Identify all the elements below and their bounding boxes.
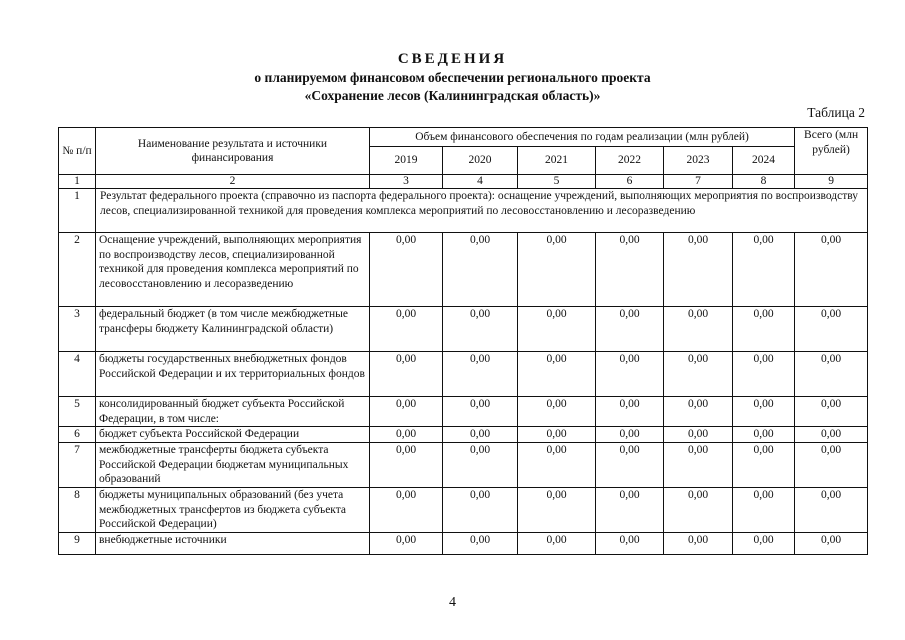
- row-year-value: 0,00: [443, 397, 518, 427]
- row-year-value: 0,00: [596, 352, 664, 397]
- row-year-value: 0,00: [664, 533, 733, 555]
- header-year: 2019: [370, 147, 443, 175]
- row-year-value: 0,00: [370, 233, 443, 307]
- row-year-value: 0,00: [664, 307, 733, 352]
- table-row: [59, 488, 868, 533]
- financing-table: [58, 127, 868, 555]
- row-year-value: 0,00: [518, 533, 596, 555]
- row-year-value: 0,00: [596, 307, 664, 352]
- row-no: 8: [59, 488, 96, 533]
- page-number: 4: [449, 595, 456, 610]
- document-subtitle: о планируемом финансовом обеспечении регионального проекта: [254, 70, 651, 85]
- row-year-value: 0,00: [664, 443, 733, 488]
- row-year-value: 0,00: [518, 233, 596, 307]
- row-total-value: 0,00: [795, 397, 868, 427]
- row-year-value: 0,00: [733, 233, 795, 307]
- row-year-value: 0,00: [518, 427, 596, 443]
- row-year-value: 0,00: [733, 307, 795, 352]
- row-year-value: 0,00: [443, 233, 518, 307]
- column-number: 2: [96, 175, 370, 189]
- column-number: 4: [443, 175, 518, 189]
- row-year-value: 0,00: [664, 488, 733, 533]
- row-year-value: 0,00: [596, 233, 664, 307]
- row-year-value: 0,00: [370, 427, 443, 443]
- row-year-value: 0,00: [733, 397, 795, 427]
- row-name: бюджеты государственных внебюджетных фондов Российской Федерации и их территориальных фондов: [96, 352, 370, 397]
- row-year-value: 0,00: [443, 427, 518, 443]
- table-label: Таблица 2: [807, 105, 865, 120]
- row-total-value: 0,00: [795, 443, 868, 488]
- column-number: 3: [370, 175, 443, 189]
- row-year-value: 0,00: [518, 307, 596, 352]
- row-year-value: 0,00: [370, 352, 443, 397]
- row-year-value: 0,00: [443, 307, 518, 352]
- row-total-value: 0,00: [795, 307, 868, 352]
- row-year-value: 0,00: [733, 533, 795, 555]
- row-year-value: 0,00: [518, 443, 596, 488]
- table-body: [59, 128, 868, 555]
- row-no: 7: [59, 443, 96, 488]
- header-no: № п/п: [59, 128, 96, 175]
- row-year-value: 0,00: [518, 397, 596, 427]
- row-total-value: 0,00: [795, 352, 868, 397]
- row-year-value: 0,00: [733, 488, 795, 533]
- row-total-value: 0,00: [795, 488, 868, 533]
- header-year: 2024: [733, 147, 795, 175]
- header-total: Всего (млн рублей): [795, 128, 868, 175]
- row-year-value: 0,00: [370, 397, 443, 427]
- row-no: 3: [59, 307, 96, 352]
- column-number: 5: [518, 175, 596, 189]
- row-year-value: 0,00: [443, 443, 518, 488]
- header-year: 2023: [664, 147, 733, 175]
- row-year-value: 0,00: [596, 488, 664, 533]
- table-row: [59, 427, 868, 443]
- row-year-value: 0,00: [443, 352, 518, 397]
- table-row: [59, 443, 868, 488]
- row-year-value: 0,00: [596, 427, 664, 443]
- column-number: 6: [596, 175, 664, 189]
- result-text: Результат федерального проекта (справочно из паспорта федерального проекта): оснащение учреждений, выполняющих мероприятия по воспроизводству лесов, специализированной техникой для проведения комплекса мероприятий по лесовосстановлению и лесоразведению: [96, 189, 868, 233]
- table-row: [59, 533, 868, 555]
- row-year-value: 0,00: [733, 427, 795, 443]
- row-year-value: 0,00: [733, 352, 795, 397]
- row-name: бюджеты муниципальных образований (без учета межбюджетных трансфертов из бюджета субъекта Российской Федерации): [96, 488, 370, 533]
- row-total-value: 0,00: [795, 533, 868, 555]
- row-name: межбюджетные трансферты бюджета субъекта Российской Федерации бюджетам муниципальных образований: [96, 443, 370, 488]
- row-year-value: 0,00: [518, 488, 596, 533]
- column-number: 1: [59, 175, 96, 189]
- table-row: [59, 307, 868, 352]
- row-year-value: 0,00: [664, 352, 733, 397]
- column-number: 8: [733, 175, 795, 189]
- row-year-value: 0,00: [443, 533, 518, 555]
- row-year-value: 0,00: [443, 488, 518, 533]
- row-total-value: 0,00: [795, 427, 868, 443]
- row-name: Оснащение учреждений, выполняющих мероприятия по воспроизводству лесов, специализированной техникой для проведения комплекса мероприятий по лесовосстановлению и лесоразведению: [96, 233, 370, 307]
- row-year-value: 0,00: [664, 427, 733, 443]
- row-year-value: 0,00: [596, 443, 664, 488]
- row-name: бюджет субъекта Российской Федерации: [96, 427, 370, 443]
- column-number-row: [59, 175, 868, 189]
- row-no: 2: [59, 233, 96, 307]
- header-year: 2022: [596, 147, 664, 175]
- table-row: [59, 233, 868, 307]
- row-no: 4: [59, 352, 96, 397]
- result-row: [59, 189, 868, 233]
- row-no: 1: [59, 189, 96, 233]
- column-number: 7: [664, 175, 733, 189]
- row-no: 9: [59, 533, 96, 555]
- row-year-value: 0,00: [370, 307, 443, 352]
- column-number: 9: [795, 175, 868, 189]
- header-year: 2020: [443, 147, 518, 175]
- row-year-value: 0,00: [370, 488, 443, 533]
- table-row: [59, 397, 868, 427]
- row-year-value: 0,00: [733, 443, 795, 488]
- row-name: федеральный бюджет (в том числе межбюджетные трансферы бюджету Калининградской области): [96, 307, 370, 352]
- header-year: 2021: [518, 147, 596, 175]
- row-total-value: 0,00: [795, 233, 868, 307]
- row-year-value: 0,00: [370, 533, 443, 555]
- row-year-value: 0,00: [664, 397, 733, 427]
- row-name: консолидированный бюджет субъекта Российской Федерации, в том числе:: [96, 397, 370, 427]
- table-row: [59, 352, 868, 397]
- row-year-value: 0,00: [596, 533, 664, 555]
- header-name: Наименование результата и источники финансирования: [96, 128, 370, 175]
- row-name: внебюджетные источники: [96, 533, 370, 555]
- header-years-group: Объем финансового обеспечения по годам реализации (млн рублей): [370, 128, 795, 147]
- row-year-value: 0,00: [370, 443, 443, 488]
- project-name: «Сохранение лесов (Калининградская область)»: [304, 88, 601, 103]
- header-row-1: [59, 128, 868, 147]
- document-title: СВЕДЕНИЯ: [397, 51, 508, 67]
- row-no: 5: [59, 397, 96, 427]
- row-year-value: 0,00: [596, 397, 664, 427]
- row-year-value: 0,00: [518, 352, 596, 397]
- row-no: 6: [59, 427, 96, 443]
- row-year-value: 0,00: [664, 233, 733, 307]
